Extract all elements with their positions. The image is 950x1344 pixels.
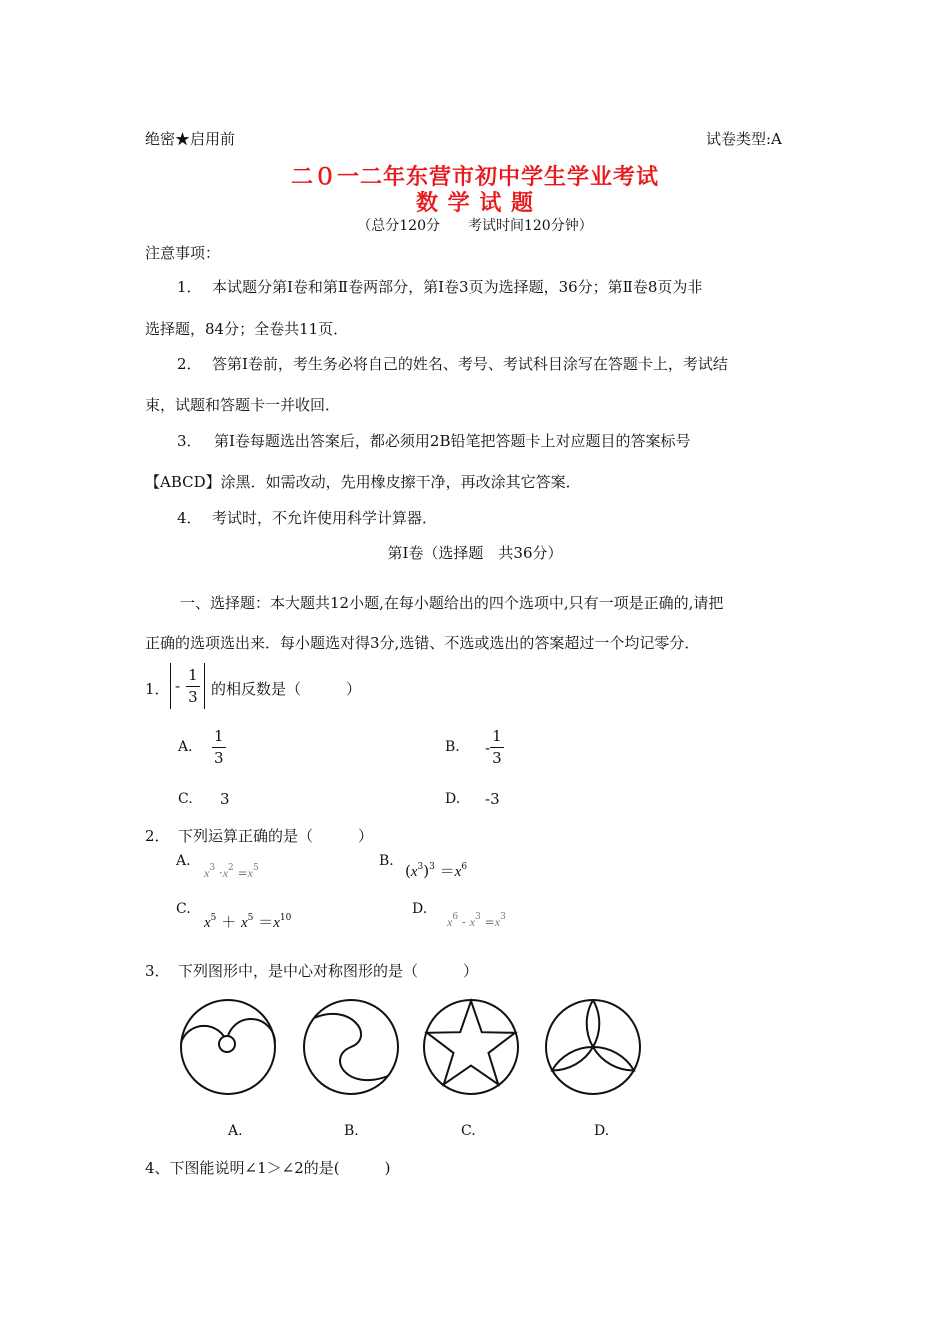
paper-type-label: 试卷类型:A	[706, 130, 782, 148]
q2-a-x3: x	[247, 866, 253, 880]
q2-d-x3: x	[494, 915, 501, 929]
q2-option-c-expr	[204, 911, 291, 932]
notice-item-2-line1: 答第Ⅰ卷前，考生务必将自己的姓名、考号、考试科目涂写在答题卡上，考试结	[212, 355, 728, 373]
q1-fraction-denominator: 3	[188, 687, 198, 706]
q2-c-plus: ＋	[221, 913, 237, 931]
q2-c-exp3: 10	[279, 913, 292, 923]
q2-d-x2: x	[469, 915, 476, 929]
q2-b-x1: x	[410, 864, 418, 880]
q1-absolute-value	[170, 663, 205, 709]
q1-option-a-numerator: 1	[212, 729, 226, 748]
q2-a-exp1: 3	[209, 863, 216, 873]
q3-stem: 下列图形中，是中心对称图形的是（ ）	[178, 962, 479, 980]
q2-b-eq: ＝	[439, 862, 455, 880]
q2-c-exp2: 5	[247, 913, 254, 923]
q2-b-x2: x	[454, 864, 462, 880]
q1-option-d-label: D.	[445, 791, 461, 807]
q2-option-b-expr	[405, 860, 467, 881]
q2-a-x1: x	[204, 866, 210, 880]
q3-figure-d	[543, 997, 643, 1097]
q2-d-eq: =	[484, 915, 495, 929]
q2-a-dot: ·	[218, 866, 223, 880]
q2-c-x3: x	[273, 915, 280, 931]
q1-option-b-sign: -	[485, 738, 491, 757]
q2-option-c-label: C.	[176, 901, 191, 917]
notice-item-4-no: 4．	[177, 509, 202, 527]
section-instruction-line1: 一、选择题：本大题共12小题,在每小题给出的四个选项中,只有一项是正确的,请把	[180, 594, 724, 612]
q2-a-eq: =	[237, 866, 248, 880]
section-instruction-line2: 正确的选项选出来．每小题选对得3分,选错、不选或选出的答案超过一个均记零分．	[145, 634, 700, 652]
q2-a-exp2: 2	[228, 863, 234, 873]
q2-b-exp3: 6	[461, 862, 468, 872]
q2-d-x1: x	[447, 915, 453, 929]
q2-option-d-expr	[447, 912, 506, 930]
notice-item-1-line2: 选择题，84分；全卷共11页．	[145, 320, 349, 338]
q3-label-c: C.	[461, 1123, 476, 1139]
exam-subtitle: （总分120分 考试时间120分钟）	[357, 218, 593, 234]
notice-item-2-line2: 束，试题和答题卡一并收回．	[145, 396, 341, 414]
q2-b-exp1: 3	[417, 862, 424, 872]
notice-item-3-line1: 第Ⅰ卷每题选出答案后，都必须用2B铅笔把答题卡上对应题目的答案标号	[214, 432, 691, 450]
q1-fraction-numerator: 1	[186, 668, 200, 687]
q3-figure-b	[301, 997, 401, 1097]
q3-label-d: D.	[594, 1123, 610, 1139]
exam-title: 二０一二年东营市初中学生学业考试	[290, 165, 659, 190]
q1-minus-sign: -	[175, 677, 181, 695]
q1-fraction	[186, 665, 200, 706]
q1-option-a-denominator: 3	[214, 749, 224, 767]
q1-option-a	[212, 729, 226, 766]
q1-option-c-label: C.	[178, 791, 193, 807]
q1-option-c-value: 3	[220, 790, 230, 808]
notice-item-4-line1: 考试时，不允许使用科学计算器．	[212, 509, 438, 527]
notice-item-1-no: 1．	[177, 278, 202, 296]
q1-number: 1．	[145, 680, 170, 698]
q2-c-x1: x	[204, 915, 211, 931]
q2-a-x2: x	[222, 866, 229, 880]
q1-option-b-fraction	[490, 729, 504, 766]
q2-option-d-label: D.	[412, 901, 428, 917]
notice-item-1-line1: 本试题分第Ⅰ卷和第Ⅱ卷两部分，第Ⅰ卷3页为选择题，36分；第Ⅱ卷8页为非	[212, 278, 703, 296]
q4-stem: 4、下图能说明∠1＞∠2的是( )	[145, 1159, 391, 1177]
q1-option-b-label: B.	[445, 739, 460, 755]
q3-label-a: A.	[228, 1123, 243, 1139]
q2-number: 2．	[145, 827, 170, 845]
notice-heading: 注意事项：	[145, 244, 221, 262]
q2-c-exp1: 5	[210, 913, 217, 923]
q2-c-eq: ＝	[258, 913, 274, 931]
q2-d-minus: -	[461, 915, 466, 929]
q1-option-b-denominator: 3	[492, 749, 502, 767]
q1-option-a-label: A.	[178, 739, 193, 755]
notice-item-3-no: 3．	[177, 432, 202, 450]
q2-option-a-label: A.	[176, 853, 191, 869]
q2-b-open: (	[405, 862, 411, 880]
q3-number: 3．	[145, 962, 170, 980]
q1-option-a-fraction	[212, 729, 226, 766]
q3-figure-a	[178, 997, 278, 1097]
q1-stem: 的相反数是（ ）	[211, 680, 362, 698]
notice-item-3-line2: 【ABCD】涂黑．如需改动，先用橡皮擦干净，再改涂其它答案．	[145, 473, 581, 491]
q2-option-b-label: B.	[379, 853, 394, 869]
notice-item-2-no: 2．	[177, 355, 202, 373]
q3-figure-c	[421, 997, 521, 1097]
q2-b-close: )	[423, 862, 430, 880]
section-title: 第Ⅰ卷（选择题 共36分）	[387, 544, 563, 562]
q2-d-exp1: 6	[452, 912, 459, 922]
q2-c-x2: x	[240, 915, 248, 931]
exam-subject: 数 学 试 题	[416, 191, 534, 216]
confidential-label: 绝密★启用前	[145, 130, 236, 148]
q1-option-b	[485, 729, 504, 766]
q2-stem: 下列运算正确的是（ ）	[178, 827, 374, 845]
q2-d-exp3: 3	[500, 912, 506, 922]
q3-label-b: B.	[344, 1123, 359, 1139]
q1-option-b-numerator: 1	[490, 729, 504, 748]
q2-b-exp2: 3	[429, 862, 435, 872]
q2-d-exp2: 3	[475, 912, 481, 922]
q2-option-a-expr	[204, 863, 259, 881]
q1-option-d-value: -3	[485, 790, 500, 808]
q2-a-exp3: 5	[253, 863, 259, 873]
